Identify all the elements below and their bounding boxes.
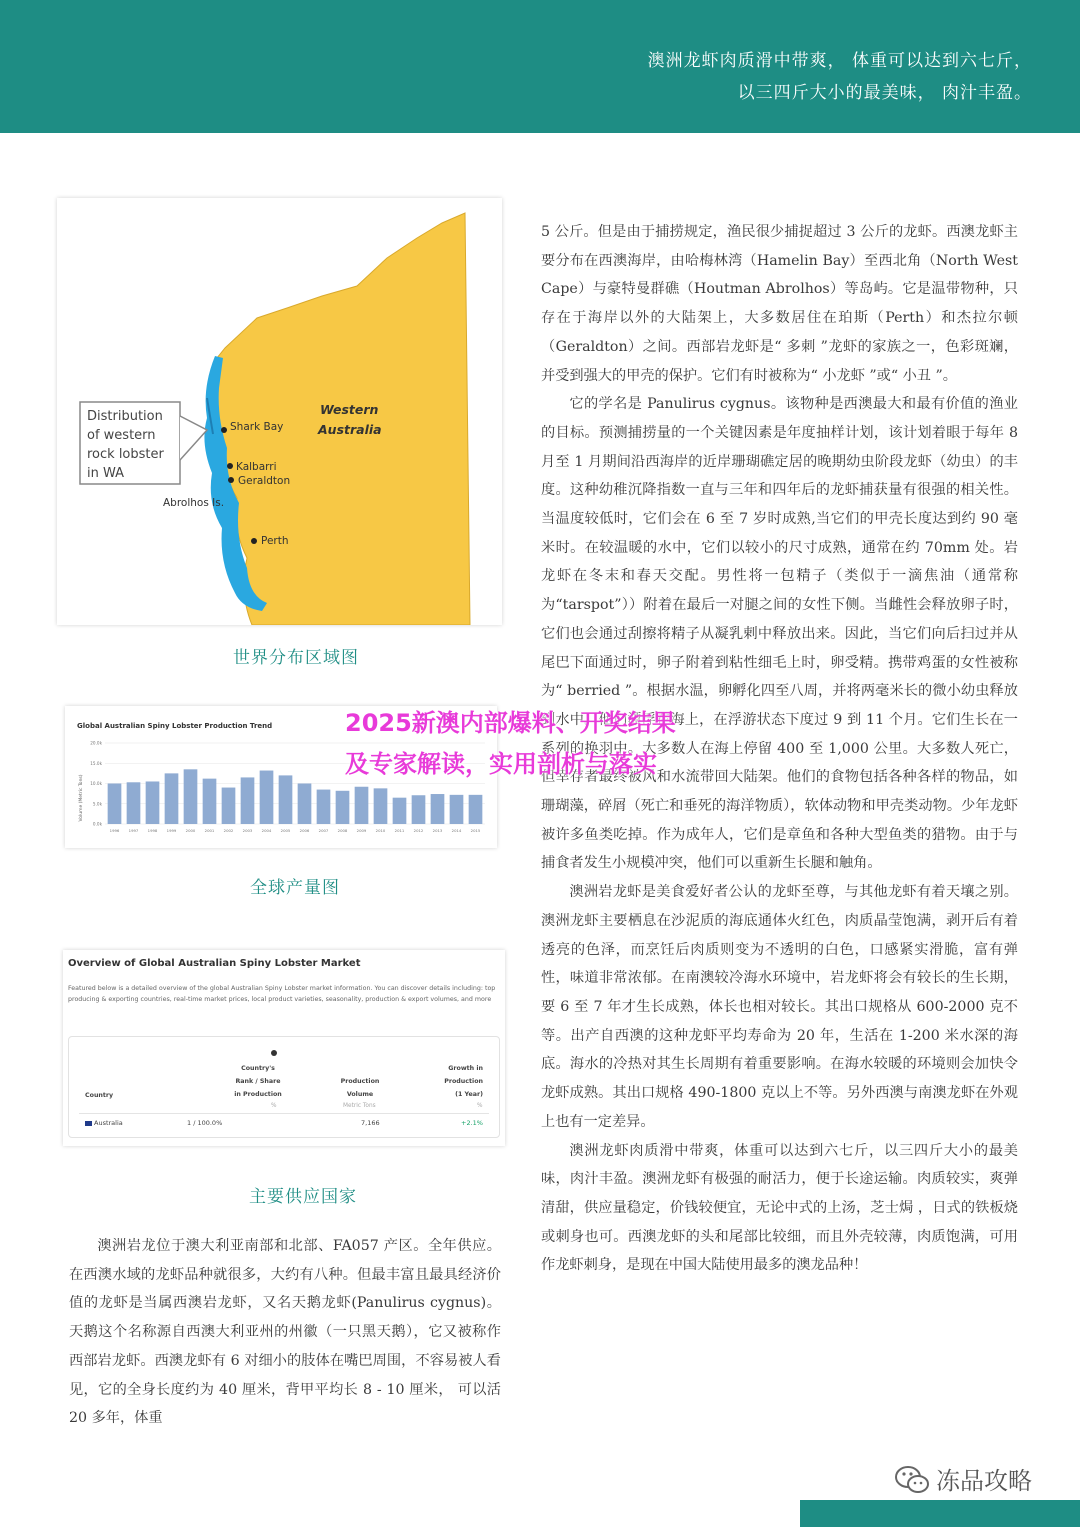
right-paragraph: 它的学名是 Panulirus cygnus。该物种是西澳最大和最有价值的渔业的目标。预测捕捞量的一个关键因素是年度抽样计划，该计划着眼于每年 8 月至 1 月期间沿西海岸的近岸珊瑚礁定居的晚期幼虫阶段龙虾（幼虫）的丰度。这种幼稚沉降指数一直与三年和四年后的龙虾捕获量有很强的相关性。当温度较低时，它们会在 6 至 7 岁时成熟,当它们的甲壳长度达到约 90 毫米时。在较温暖的水中，它们以较小的尺寸成熟，通常在约 70mm 处。岩龙虾在冬末和春天交配。男性将一包精子（类似于一滴焦油（通常称为“tarspot”））附着在最后一对腿之间的女性下侧。当雌性会释放卵子时，它们也会通过刮擦将精子从凝乳剌中释放出来。因此，当它们向后扫过并从尾巴下面通过时，卵子附着到粘性细毛上时，卵受精。携带鸡蛋的女性被称为“ berried ”。根据水温，卵孵化四至八周，并将两毫米长的微小幼虫释放到水中。他们漂浮在海上，在浮游状态下度过 9 到 11 个月。它们生长在一系列的换羽中。大多数人在海上停留 400 至 1,000 公里。大多数人死亡，但幸存者最终被风和水流带回大陆架。他们的食物包括各种各样的物品，如珊瑚藻，碎屑（死亡和垂死的海洋物质），软体动物和甲壳类动物。少年龙虾被许多鱼类吃掉。作为成年人，它们是章鱼和各种大型鱼类的猎物。由于与捕食者发生小规模冲突，他们可以重新生长腿和触角。 [541, 396, 1018, 872]
left-paragraph: 澳洲岩龙位于澳大利亚南部和北部、FA057 产区。全年供应。在西澳水域的龙虾品种就很多，大约有八种。但最丰富且最具经济价值的龙虾是当属西澳岩龙虾，又名天鹅龙虾(Panulirus cygnus)。天鹅这个名称源自西澳大利亚州的州徽（一只黑天鹅），它又被称作西部岩龙虾。西澳龙虾有 6 对细小的肢体在嘴巴周围，不容易被人看见，它的全身长度约为 40 厘米，背甲平均长 8 - 10 厘米， 可以活 20 多年，体重 [69, 1238, 501, 1427]
col-header-production [335, 1075, 385, 1101]
cell-rank: 1 / 100.0% [187, 1119, 223, 1127]
chart-title: Global Australian Spiny Lobster Production Trend [77, 722, 273, 730]
map-place-label: Shark Bay [230, 421, 284, 433]
chart-xtick-label: 2010 [375, 828, 386, 833]
chart-ylabel: Volume (Metric Tons) [79, 774, 84, 822]
chart-xtick-label: 2003 [242, 828, 253, 833]
chart-bar [450, 795, 464, 824]
watermark-text: 冻品攻略 [936, 1467, 1032, 1495]
col-header-rank-line: in Production [234, 1091, 282, 1098]
col-header-rank-line: Rank / Share [235, 1078, 281, 1085]
chart-xtick-label: 1996 [109, 828, 120, 833]
chart-xtick-label: 1999 [166, 828, 177, 833]
flag-icon [85, 1121, 92, 1126]
header-line-2: 以三四斤大小的最美味， 肉汁丰盈。 [737, 83, 1032, 103]
col-unit-growth: % [477, 1103, 483, 1109]
chart-xtick-label: 2004 [261, 828, 272, 833]
map-caption: 世界分布区域图 [233, 648, 359, 668]
col-unit-rank: % [271, 1103, 277, 1109]
table-divider [79, 1113, 489, 1114]
chart-xtick-label: 2005 [280, 828, 291, 833]
chart-bar [241, 777, 255, 824]
chart-bar [260, 771, 274, 824]
map-callout-line: Distribution [87, 409, 163, 424]
chart-bar [336, 791, 350, 824]
chart-bar [222, 788, 236, 824]
chart-xtick-label: 2009 [356, 828, 367, 833]
cell-volume: 7,166 [361, 1119, 380, 1127]
col-header-growth-line: (1 Year) [455, 1091, 483, 1098]
chart-xtick-label: 1997 [128, 828, 139, 833]
overview-description: Featured below is a detailed overview of the global Australian Spiny Lobster market information. You can discover details including: top producing & exporting countries, real-time market prices, local product varieties, seasonality, production & export volumes, and more [68, 985, 496, 1003]
wechat-icon [893, 1464, 931, 1496]
col-header-production-line: Volume [346, 1091, 374, 1098]
chart-bar [431, 794, 445, 824]
col-header-growth-line: Production [444, 1078, 483, 1085]
chart-xtick-label: 2014 [451, 828, 462, 833]
map-place-label: Geraldton [238, 475, 291, 487]
cell-country: Australia [94, 1119, 123, 1127]
chart-xtick-label: 2011 [394, 828, 405, 833]
chart-bar [127, 782, 141, 824]
col-header-growth-line: Growth in [448, 1065, 483, 1072]
chart-xtick-label: 2015 [470, 828, 481, 833]
right-paragraph: 澳洲岩龙虾是美食爱好者公认的龙虾至尊，与其他龙虾有着天壤之别。澳洲龙虾主要栖息在沙泥质的海底通体火红色，肉质晶莹饱满，剥开后有着透亮的色泽，而烹饪后肉质则变为不透明的白色，口感紧实滑脆，富有弹性，味道非常浓郁。在南澳较冷海水环境中，岩龙虾将会有较长的生长期，要 6 至 7 年才生长成熟，体长也相对较长。其出口规格从 600-2000 克不等。出产自西澳的这种龙虾平均寿命为 20 年，生活在 1-200 米水深的海底。海水的冷热对其生长周期有着重要影响。在海水较暖的环境则会加快令龙虾成熟。其出口规格 490-1800 克以上不等。另外西澳与南澳龙虾在外观上也有一定差异。 [541, 884, 1018, 1130]
chart-bar [279, 775, 293, 824]
chart-bar [355, 787, 369, 824]
map-figure [57, 198, 502, 625]
chart-ytick-label: 0.0k [92, 821, 102, 827]
col-header-country: Country [85, 1092, 114, 1099]
left-body-text [69, 1232, 501, 1433]
chart-bar [412, 795, 426, 824]
map-callout-line: in WA [87, 466, 125, 481]
map-region-label: Australia [318, 422, 382, 437]
right-paragraph: 澳洲龙虾肉质滑中带爽，体重可以达到六七斤，以三四斤大小的最美味，肉汁丰盈。澳洲龙虾有极强的耐活力，便于长途运输。肉质较实，爽弹清甜，供应量稳定，价钱较便宜，无论中式的上汤，芝士焗 ，日式的铁板烧或刺身也可。西澳龙虾的头和尾部比较细，而且外壳较薄，肉质饱满，可用作龙虾刺身，是现在中国大陆使用最多的澳龙品种！ [541, 1142, 1018, 1274]
chart-xtick-label: 1998 [147, 828, 158, 833]
chart-bar [317, 790, 331, 824]
footer-bar [800, 1500, 1080, 1527]
chart-xtick-label: 2000 [185, 828, 196, 833]
chart-bar [165, 773, 179, 824]
chart-bar [298, 784, 312, 825]
chart-caption: 全球产量图 [250, 878, 340, 898]
overview-table [68, 1036, 500, 1138]
chart-xtick-label: 2012 [413, 828, 424, 833]
chart-bar [146, 781, 160, 824]
right-paragraph: 5 公斤。但是由于捕捞规定，渔民很少捕捉超过 3 公斤的龙虾。西澳龙虾主要分布在西澳海岸，由哈梅林湾（Hamelin Bay）至西北角（North West Cape）与豪特曼群礁（Houtman Abrolhos）等岛屿。它是温带物种，只存在于海岸以外的大陆架上，大多数居住在珀斯（Perth）和杰拉尔顿（Geraldton）之间。西部岩龙虾是“ 多刺 ”龙虾的家族之一，色彩斑斓，并受到强大的甲壳的保护。它们有时被称为“ 小龙虾 ”或“ 小丑 ”。 [541, 224, 1018, 384]
chart-ytick-label: 20.0k [90, 740, 102, 746]
chart-ytick-label: 10.0k [90, 781, 102, 786]
map-place-label: Perth [261, 535, 289, 547]
col-header-production-line: Production [340, 1078, 380, 1085]
chart-ytick-label: 5.0k [92, 801, 102, 807]
col-header-rank [233, 1062, 283, 1101]
map-callout-line: of western [87, 428, 156, 443]
chart-bar [203, 779, 217, 824]
map-place-label: Kalbarri [236, 461, 277, 473]
col-header-growth [439, 1062, 483, 1101]
chart-bar [469, 795, 483, 824]
overview-title: Overview of Global Australian Spiny Lobster Market [68, 958, 361, 969]
header-line-1: 澳洲龙虾肉质滑中带爽， 体重可以达到六七斤， [647, 51, 1032, 71]
chart-bar [184, 769, 198, 824]
chart-bar [393, 798, 407, 824]
page-header [0, 0, 1080, 133]
chart-bar [108, 784, 122, 825]
chart-ytick-label: 15.0k [90, 760, 102, 766]
overview-caption: 主要供应国家 [249, 1187, 357, 1207]
info-icon[interactable] [271, 1050, 277, 1056]
map-region-label: Western [320, 402, 379, 417]
chart-xtick-label: 2006 [299, 828, 310, 833]
table-row[interactable] [79, 1117, 489, 1131]
chart-xtick-label: 2013 [432, 828, 443, 833]
overlay-headline-line-2: 及专家解读，实用剖析与落实 [345, 750, 657, 778]
chart-bar [374, 788, 388, 824]
chart-xtick-label: 2008 [337, 828, 348, 833]
map-callout-line: rock lobster [87, 447, 164, 462]
wa-distribution-map [57, 198, 502, 625]
map-place-label: Abrolhos Is. [163, 497, 225, 509]
col-header-rank-line: Country's [241, 1065, 275, 1072]
cell-growth: +2.1% [461, 1119, 483, 1127]
chart-xtick-label: 2007 [318, 828, 329, 833]
overlay-headline-line-1: 2025新澳内部爆料、开奖结果 [345, 709, 676, 737]
chart-xtick-label: 2002 [223, 828, 234, 833]
col-unit-production: Metric Tons [343, 1103, 376, 1109]
chart-xtick-label: 2001 [204, 828, 215, 833]
